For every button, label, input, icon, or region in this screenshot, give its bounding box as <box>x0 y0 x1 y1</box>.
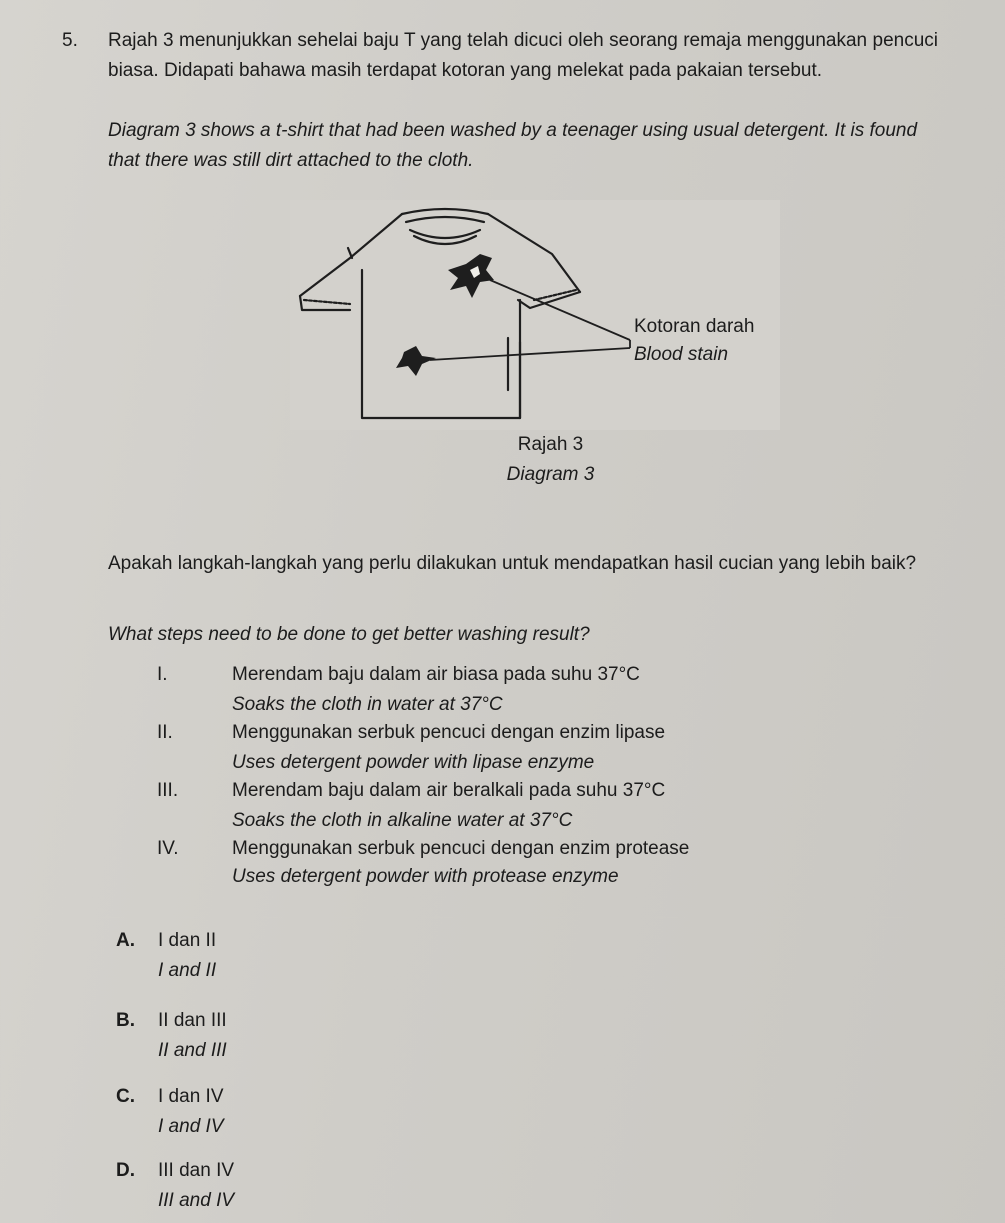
statement-malay: Menggunakan serbuk pencuci dengan enzim protease <box>232 838 690 859</box>
statement-english: Uses detergent powder with lipase enzyme <box>232 752 595 773</box>
option-letter[interactable]: B. <box>116 1010 135 1031</box>
statement-malay: Merendam baju dalam air biasa pada suhu 37°C <box>232 664 640 685</box>
label-english: Blood stain <box>634 344 729 365</box>
question-stem-malay: Rajah 3 menunjukkan sehelai baju T yang telah dicuci oleh seorang remaja menggunakan pencuci biasa. Didapati bahawa masih terdapat kotoran yang melekat pada pakaian tersebut. <box>108 30 938 81</box>
prompt-malay: Apakah langkah-langkah yang perlu dilakukan untuk mendapatkan hasil cucian yang lebih baik? <box>108 553 917 574</box>
caption-english: Diagram 3 <box>506 464 595 485</box>
option-malay[interactable]: I dan IV <box>158 1086 224 1107</box>
option-letter[interactable]: C. <box>116 1086 135 1107</box>
statement-malay: Menggunakan serbuk pencuci dengan enzim lipase <box>232 722 666 743</box>
tshirt-illustration <box>290 200 780 430</box>
statement-number: I. <box>157 664 168 685</box>
statement-number: III. <box>157 780 179 801</box>
statement-number: IV. <box>157 838 179 859</box>
option-malay[interactable]: II dan III <box>158 1010 227 1031</box>
option-letter[interactable]: D. <box>116 1160 135 1181</box>
option-malay[interactable]: III dan IV <box>158 1160 235 1181</box>
option-english[interactable]: II and III <box>158 1040 227 1061</box>
caption-malay: Rajah 3 <box>517 434 584 455</box>
option-english[interactable]: I and II <box>158 960 217 981</box>
statement-malay: Merendam baju dalam air beralkali pada suhu 37°C <box>232 780 666 801</box>
question-number: 5. <box>62 30 78 51</box>
prompt-english: What steps need to be done to get better washing result? <box>108 624 590 645</box>
label-malay: Kotoran darah <box>634 316 755 337</box>
statement-english: Soaks the cloth in alkaline water at 37°C <box>232 810 573 831</box>
option-malay[interactable]: I dan II <box>158 930 217 951</box>
statement-english: Soaks the cloth in water at 37°C <box>232 694 503 715</box>
option-english[interactable]: III and IV <box>158 1190 235 1211</box>
statement-number: II. <box>157 722 173 743</box>
option-letter[interactable]: A. <box>116 930 135 951</box>
option-english[interactable]: I and IV <box>158 1116 224 1137</box>
statement-english: Uses detergent powder with protease enzyme <box>232 866 619 887</box>
question-stem-english: Diagram 3 shows a t-shirt that had been washed by a teenager using usual detergent. It is found that there was still dirt attached to the cloth. <box>108 120 918 171</box>
